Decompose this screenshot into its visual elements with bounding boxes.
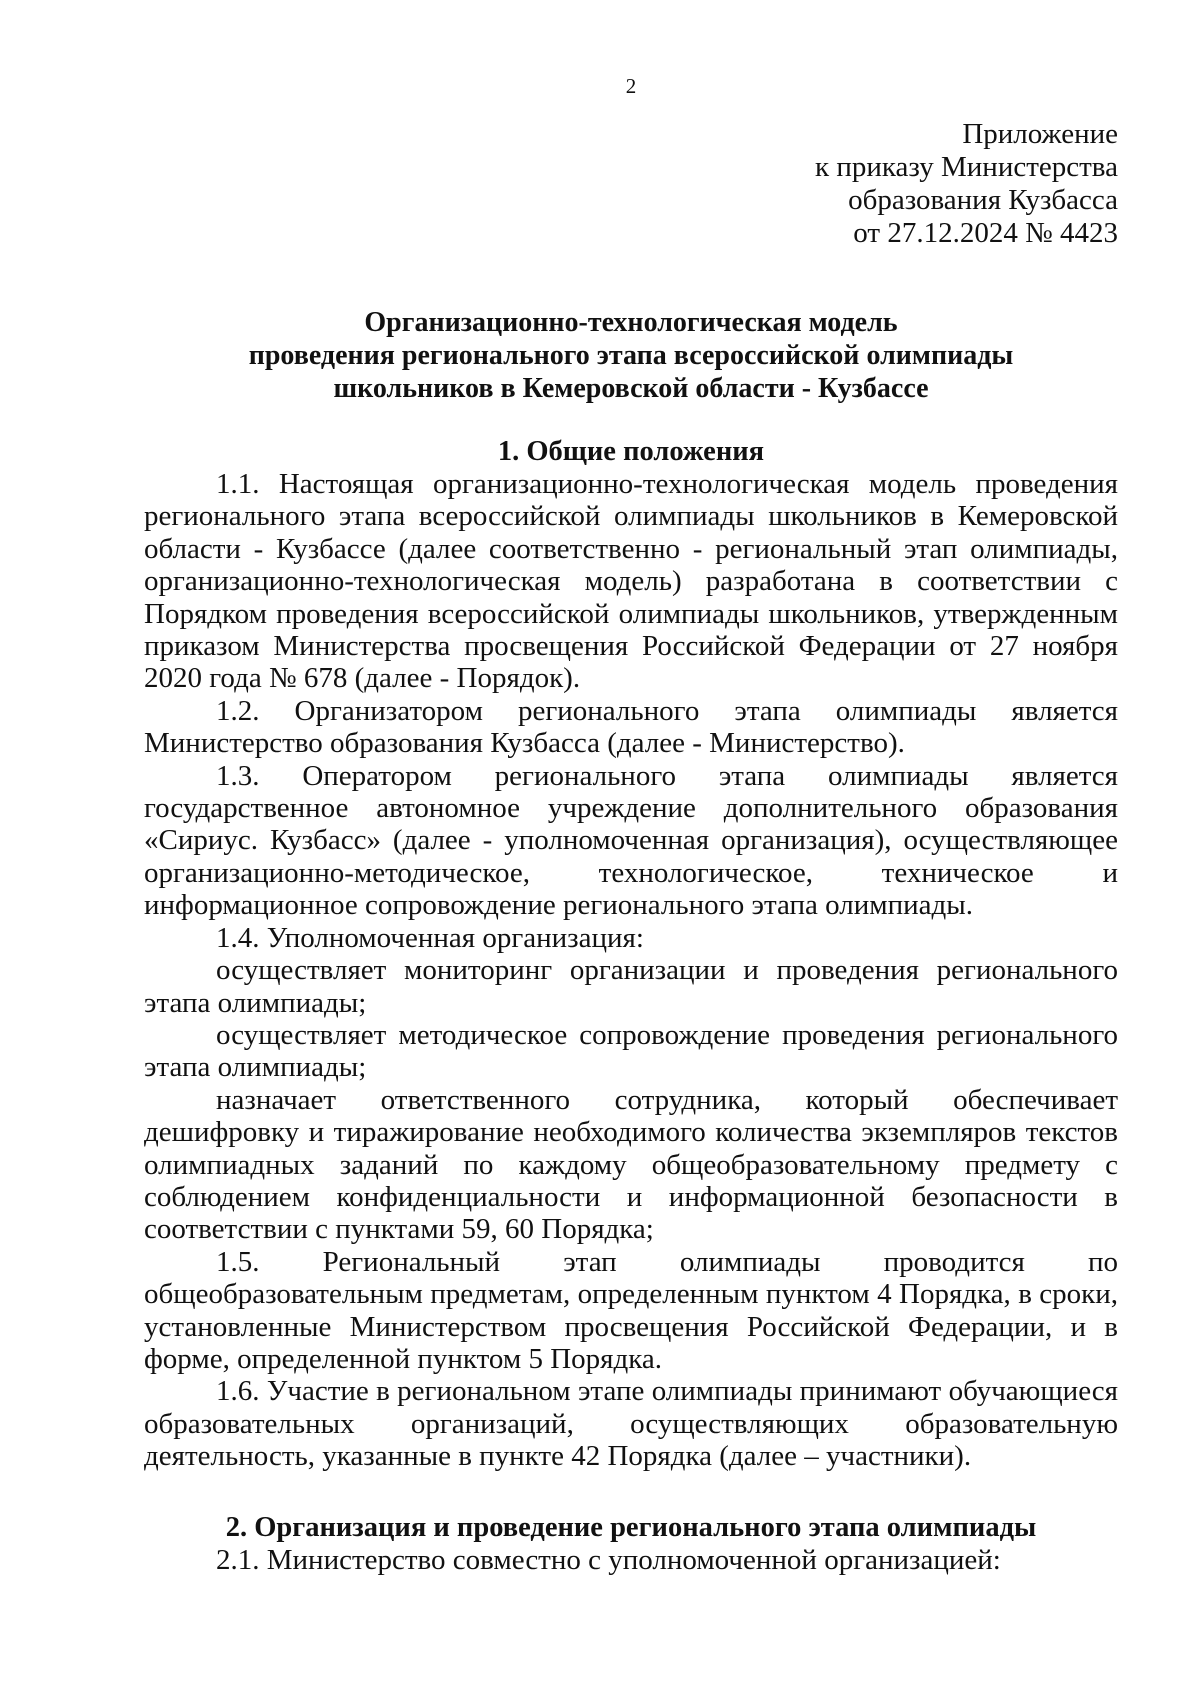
paragraph: 1.5. Региональный этап олимпиады проводится по общеобразовательным предметам, определенным пунктом 4 Порядка, в сроки, установленные Министерством просвещения Российской Федерации, и в форме, определенной пунктом 5 Порядка. (144, 1245, 1118, 1375)
paragraph: осуществляет методическое сопровождение проведения регионального этапа олимпиады; (144, 1018, 1118, 1084)
paragraph: 1.3. Оператором регионального этапа олимпиады является государственное автономное учреждение дополнительного образования «Сириус. Кузбасс» (далее - уполномоченная организация), осуществляющее организационно-методическое, технологическое, техническое и информационное сопровождение регионального этапа олимпиады. (144, 759, 1118, 922)
paragraph: 2.1. Министерство совместно с уполномоченной организацией: (216, 1543, 1001, 1576)
title-line: проведения регионального этапа всероссийской олимпиады (248, 340, 1014, 371)
section-heading: 2. Организация и проведение регионального этапа олимпиады (225, 1511, 1037, 1543)
section-heading: 1. Общие положения (497, 436, 765, 467)
paragraph: 1.1. Настоящая организационно-технологическая модель проведения регионального этапа всероссийской олимпиады школьников в Кемеровской области - Кузбассе (далее соответственно - региональный этап олимпиады, организационно-технологическая модель) разработана в соответствии с Порядком проведения всероссийской олимпиады школьников, утвержденным приказом Министерства просвещения Российской Федерации от 27 ноября 2020 года № 678 (далее - Порядок). (144, 468, 1118, 695)
title-line: Организационно-технологическая модель (364, 307, 898, 338)
document-title (144, 306, 1118, 405)
approval-line: Приложение (962, 118, 1118, 150)
title-line: школьников в Кемеровской области - Кузбассе (333, 373, 929, 404)
document-body (144, 306, 1118, 1576)
paragraph: назначает ответственного сотрудника, который обеспечивает дешифровку и тиражирование необходимого количества экземпляров текстов олимпиадных заданий по каждому общеобразовательному предмету с соблюдением конфиденциальности и информационной безопасности в соответствии с пунктами 59, 60 Порядка; (144, 1083, 1118, 1246)
approval-line: образования Кузбасса (848, 184, 1118, 216)
approval-line: к приказу Министерства (815, 151, 1118, 183)
paragraph: осуществляет мониторинг организации и проведения регионального этапа олимпиады; (144, 954, 1118, 1019)
approval-block (815, 118, 1118, 250)
approval-line: от 27.12.2024 № 4423 (853, 217, 1118, 249)
paragraph: 1.6. Участие в региональном этапе олимпиады принимают обучающиеся образовательных организаций, осуществляющих образовательную деятельность, указанные в пункте 42 Порядка (далее – участники). (144, 1375, 1118, 1473)
page-number: 2 (625, 74, 637, 98)
paragraph: 1.2. Организатором регионального этапа олимпиады является Министерство образования Кузбасса (далее - Министерство). (144, 694, 1118, 760)
paragraph: 1.4. Уполномоченная организация: (216, 921, 644, 954)
